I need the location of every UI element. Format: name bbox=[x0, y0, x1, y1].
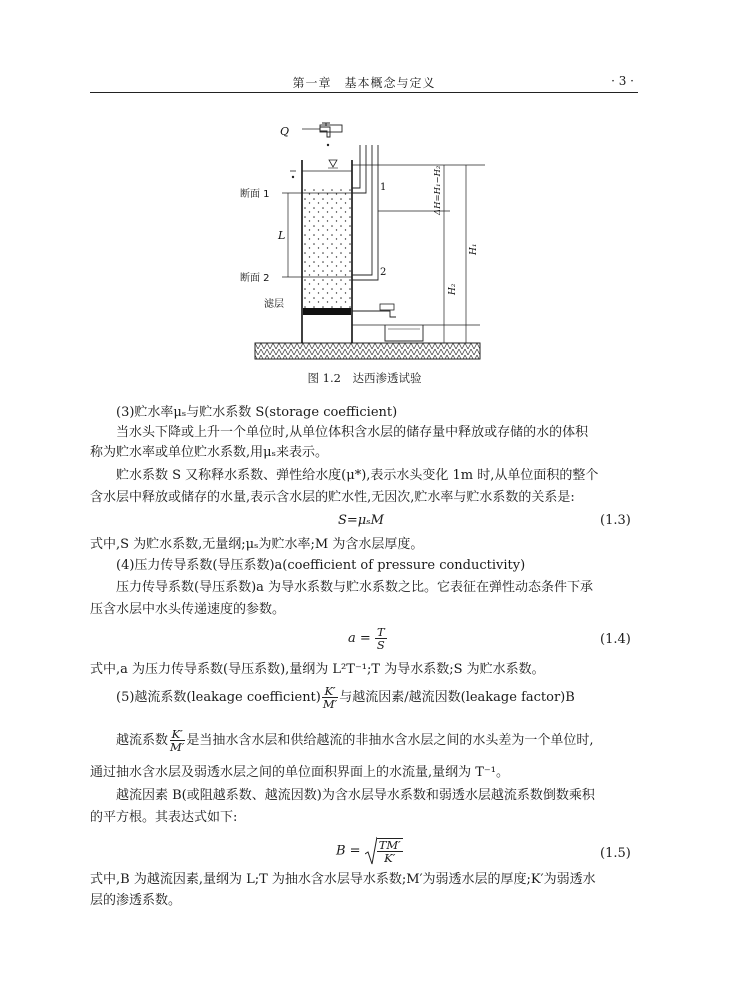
fraction-numerator: TM′ bbox=[378, 838, 401, 852]
paragraph-line: 当水头下降或上升一个单位时,从单位体积含水层的储存量中释放或存储的水的体积 bbox=[116, 425, 589, 440]
equation-1-5 bbox=[336, 836, 403, 866]
radical-sign-icon bbox=[365, 836, 377, 866]
paragraph-line: 式中,B 为越流因素,量纲为 L;T 为抽水含水层导水系数;M′为弱透水层的厚度;K′为弱透水 bbox=[90, 872, 596, 887]
section-heading bbox=[116, 685, 575, 710]
equation-lhs: a = bbox=[348, 631, 371, 646]
section-heading: (3)贮水率μₛ与贮水系数 S(storage coefficient) bbox=[116, 405, 398, 420]
paragraph-line: 式中,S 为贮水系数,无量纲;μₛ为贮水率;M 为含水层厚度。 bbox=[90, 537, 424, 552]
length-label: L bbox=[278, 229, 286, 242]
fraction-numerator: T bbox=[377, 625, 385, 639]
paragraph-text: 越流系数 bbox=[116, 733, 169, 748]
base-slab bbox=[255, 343, 480, 359]
delta-h-label: ΔH=H₁−H₂ bbox=[433, 165, 443, 215]
paragraph-line: 层的渗透系数。 bbox=[90, 893, 182, 908]
paragraph-line: 通过抽水含水层及弱透水层之间的单位面积界面上的水流量,量纲为 T⁻¹。 bbox=[90, 765, 510, 780]
filter-layer bbox=[303, 308, 351, 315]
point1-label: 1 bbox=[380, 182, 387, 193]
section-heading: (4)压力传导系数(导压系数)a(coefficient of pressure conductivity) bbox=[116, 558, 526, 573]
equation-lhs: B = bbox=[336, 843, 361, 859]
paragraph-line: 压含水层中水头传递速度的参数。 bbox=[90, 602, 286, 617]
fraction-denominator: M′ bbox=[322, 697, 338, 711]
h1-label: H₁ bbox=[469, 243, 479, 255]
square-root bbox=[365, 836, 403, 866]
fraction-denominator: K′ bbox=[384, 851, 396, 865]
fraction-denominator: M′ bbox=[170, 740, 185, 754]
fraction bbox=[375, 626, 387, 651]
equation-1-4 bbox=[348, 626, 387, 651]
paragraph-line: 含水层中释放或储存的水量,表示含水层的贮水性,无因次,贮水率与贮水系数的关系是: bbox=[90, 490, 575, 505]
h2-label: H₂ bbox=[448, 283, 458, 295]
page-header bbox=[90, 70, 638, 93]
paragraph-line: 贮水系数 S 又称释水系数、弹性给水度(μ*),表示水头变化 1m 时,从单位面积的整个 bbox=[116, 468, 599, 483]
filter-label: 滤层 bbox=[264, 299, 284, 310]
paragraph-text: 是当抽水含水层和供给越流的非抽水含水层之间的水头差为一个单位时, bbox=[186, 733, 594, 748]
paragraph-line: 式中,a 为压力传导系数(导压系数),量纲为 L²T⁻¹;T 为导水系数;S 为贮水系数。 bbox=[90, 662, 545, 677]
fraction bbox=[321, 685, 339, 710]
fraction-numerator: K′ bbox=[171, 727, 183, 741]
chapter-title: 第一章 基本概念与定义 bbox=[292, 76, 436, 90]
page-number: · 3 · bbox=[611, 74, 634, 88]
section1-label: 断面 1 bbox=[240, 189, 270, 200]
flow-q-label: Q bbox=[280, 125, 290, 138]
paragraph-line: 称为贮水率或单位贮水系数,用μₛ来表示。 bbox=[90, 445, 328, 460]
darcy-experiment-figure bbox=[240, 115, 485, 365]
heading-text: (5)越流系数(leakage coefficient) bbox=[116, 690, 321, 705]
equation-1-3: S=μₛM bbox=[338, 513, 384, 528]
fraction-denominator: S bbox=[376, 638, 385, 652]
paragraph-line: 越流因素 B(或阻越系数、越流因数)为含水层导水系数和弱透水层越流系数倒数乘积 bbox=[116, 788, 595, 803]
paragraph-line: 的平方根。其表达式如下: bbox=[90, 810, 238, 825]
heading-text: 与越流因素/越流因数(leakage factor)B bbox=[339, 690, 575, 705]
fraction-numerator: K′ bbox=[324, 684, 336, 698]
equation-number: (1.5) bbox=[600, 846, 631, 861]
section2-label: 断面 2 bbox=[240, 273, 270, 284]
point2-label: 2 bbox=[380, 267, 387, 278]
paragraph-line bbox=[116, 728, 594, 753]
figure-caption: 图 1.2 达西渗透试验 bbox=[307, 371, 422, 385]
equation-number: (1.4) bbox=[600, 632, 631, 647]
sand-column bbox=[303, 187, 351, 309]
paragraph-line: 压力传导系数(导压系数)a 为导水系数与贮水系数之比。它表征在弹性动态条件下承 bbox=[116, 580, 594, 595]
equation-number: (1.3) bbox=[600, 513, 631, 528]
fraction bbox=[168, 728, 186, 753]
fraction bbox=[377, 838, 403, 864]
